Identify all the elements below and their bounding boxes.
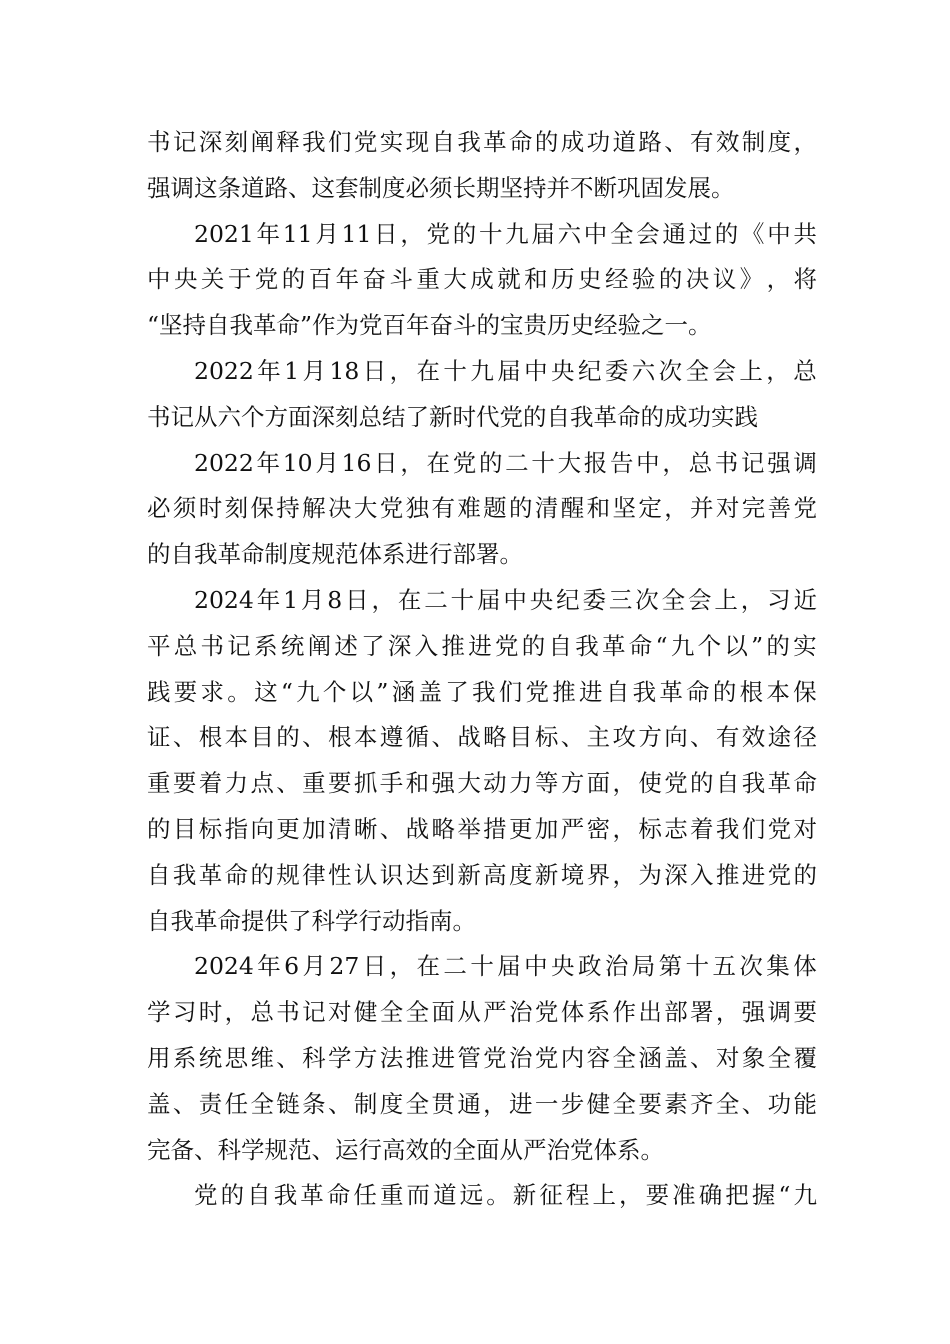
text-line: 2022 年 10 月 16 日 ， 在 党 的 二 十 大 报 告 中 ， 总 书 记 强 调: [194, 448, 817, 477]
text-line: 重 要 着 力 点 、 重 要 抓 手 和 强 大 动 力 等 方 面 ， 使 党 的 自 我 革 命: [147, 769, 817, 798]
text-line: 盖 、 责 任 全 链 条 、 制 度 全 贯 通 ， 进 一 步 健 全 要 素 齐 全 、 功 能: [147, 1089, 817, 1118]
text-line: 2022 年 1 月 18 日 ， 在 十 九 届 中 央 纪 委 六 次 全 会 上 ， 总: [194, 356, 817, 385]
text-line: 践 要 求 。 这 “ 九 个 以 ” 涵 盖 了 我 们 党 推 进 自 我 革 命 的 根 本 保: [147, 677, 817, 706]
text-line: 书记从六个方面深刻总结了新时代党的自我革命的成功实践: [147, 402, 758, 431]
text-line: 必 须 时 刻 保 持 解 决 大 党 独 有 难 题 的 清 醒 和 坚 定 ， 并 对 完 善 党: [147, 494, 817, 523]
text-line: 用 系 统 思 维 、 科 学 方 法 推 进 管 党 治 党 内 容 全 涵 盖 、 对 象 全 覆: [147, 1043, 817, 1072]
text-line: 自我革命提供了科学行动指南。: [147, 906, 476, 935]
text-line: 2021 年 11 月 11 日 ， 党 的 十 九 届 六 中 全 会 通 过 的 《 中 共: [194, 219, 817, 248]
body-text: [147, 120, 817, 1219]
text-line: “坚持自我革命”作为党百年奋斗的宝贵历史经验之一。: [147, 311, 712, 340]
text-line: 党 的 自 我 革 命 任 重 而 道 远 。 新 征 程 上 ， 要 准 确 把 握 “ 九: [194, 1181, 817, 1210]
text-line: 的 目 标 指 向 更 加 清 晰 、 战 略 举 措 更 加 严 密 ， 标 志 着 我 们 党 对: [147, 814, 817, 843]
text-line: 中 央 关 于 党 的 百 年 奋 斗 重 大 成 就 和 历 史 经 验 的 决 议 》 ， 将: [147, 265, 817, 294]
text-line: 2024 年 6 月 27 日 ， 在 二 十 届 中 央 政 治 局 第 十 五 次 集 体: [194, 952, 817, 981]
text-line: 完备、科学规范、运行高效的全面从严治党体系。: [147, 1135, 664, 1164]
text-line: 平 总 书 记 系 统 阐 述 了 深 入 推 进 党 的 自 我 革 命 “ 九 个 以 ” 的 实: [147, 631, 817, 660]
text-line: 强调这条道路、这套制度必须长期坚持并不断巩固发展。: [147, 173, 735, 202]
text-line: 书 记 深 刻 阐 释 我 们 党 实 现 自 我 革 命 的 成 功 道 路 、 有 效 制 度 ，: [147, 128, 817, 156]
text-line: 自 我 革 命 的 规 律 性 认 识 达 到 新 高 度 新 境 界 ， 为 深 入 推 进 党 的: [147, 860, 817, 889]
text-line: 学 习 时 ， 总 书 记 对 健 全 全 面 从 严 治 党 体 系 作 出 部 署 ， 强 调 要: [147, 998, 817, 1027]
text-line: 证 、 根 本 目 的 、 根 本 遵 循 、 战 略 目 标 、 主 攻 方 向 、 有 效 途 径: [147, 723, 817, 752]
text-line: 的自我革命制度规范体系进行部署。: [147, 540, 523, 569]
text-line: 2024 年 1 月 8 日 ， 在 二 十 届 中 央 纪 委 三 次 全 会 上 ， 习 近: [194, 585, 817, 614]
